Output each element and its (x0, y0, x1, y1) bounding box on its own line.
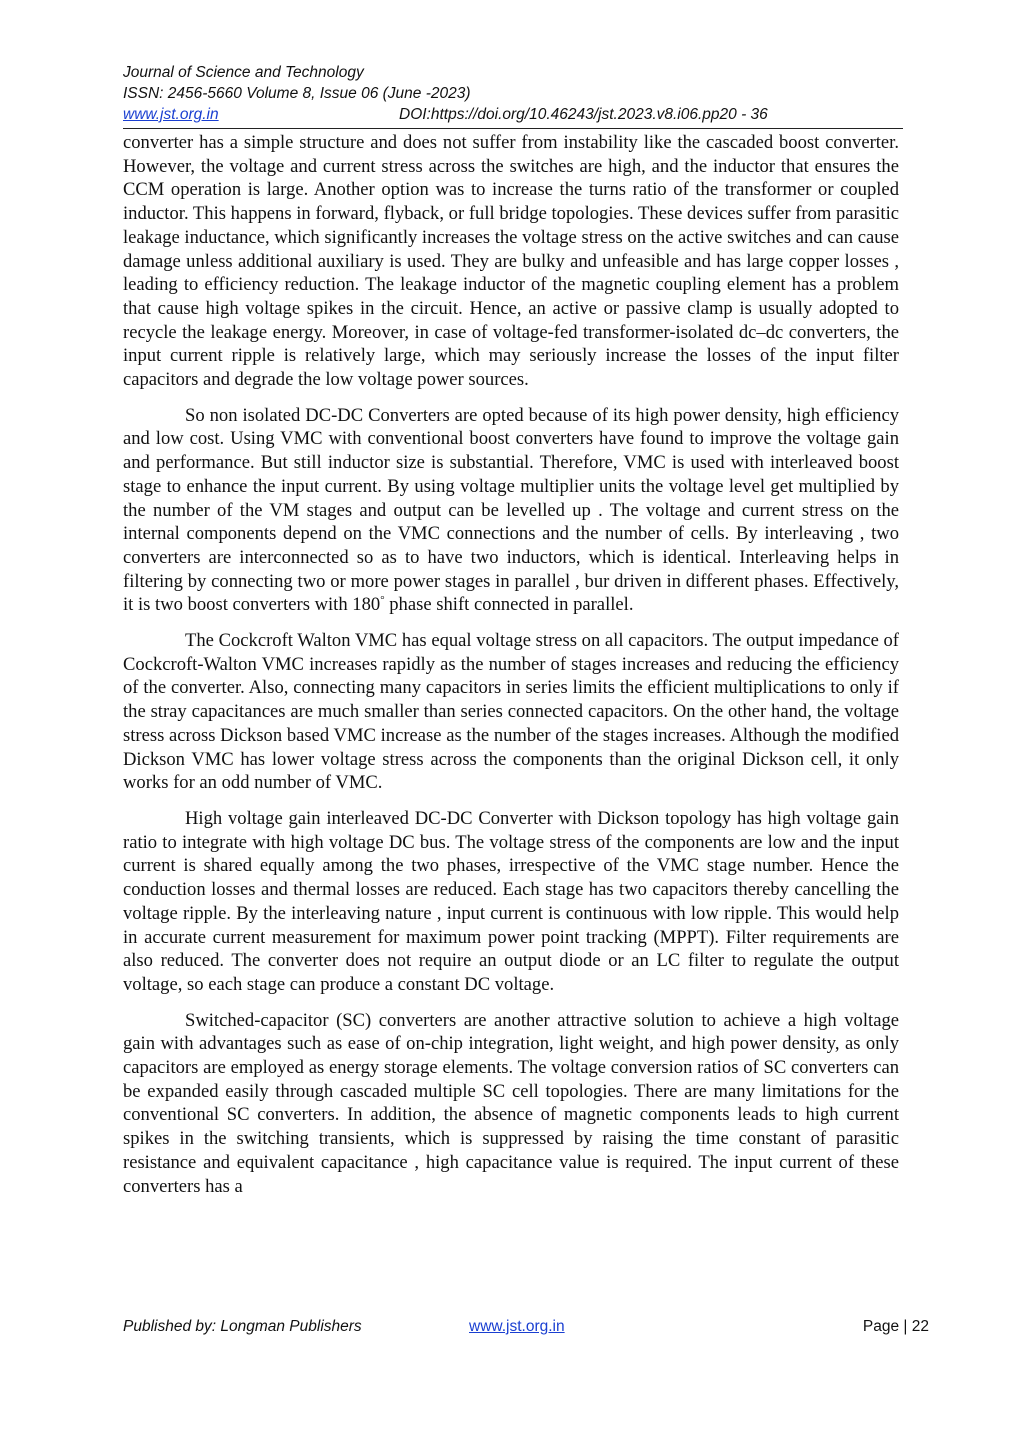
paragraph-1: converter has a simple structure and does not suffer from instability like the cascaded boost converter. However, the voltage and current stress across the switches are high, and the inductor that ensures the CCM operation is large. Another option was to increase the turns ratio of the transformer or coupled inductor. This happens in forward, flyback, or full bridge topologies. These devices suffer from parasitic leakage inductance, which significantly increases the voltage stress on the active switches and can cause damage unless additional auxiliary is used. They are bulky and unfeasible and has large copper losses , leading to efficiency reduction. The leakage inductor of the magnetic coupling element has a problem that cause high voltage spikes in the circuit. Hence, an active or passive clamp is usually adopted to recycle the leakage energy. Moreover, in case of voltage-fed transformer-isolated dc–dc converters, the input current ripple is relatively large, which may seriously increase the losses of the input filter capacitors and degrade the low voltage power sources. (123, 132, 899, 391)
paragraph-4: High voltage gain interleaved DC-DC Converter with Dickson topology has high voltage gain ratio to integrate with high voltage DC bus. The voltage stress of the components are low and the input current is shared equally among the two phases, irrespective of the VMC stage number. Hence the conduction losses and thermal losses are reduced. Each stage has two capacitors thereby cancelling the voltage ripple. By the interleaving nature , input current is continuous with low ripple. This would help in accurate current measurement for maximum power point tracking (MPPT). Filter requirements are also reduced. The converter does not require an output diode or an LC filter to regulate the output voltage, so each stage can produce a constant DC voltage. (123, 807, 899, 995)
publisher-text: Published by: Longman Publishers (123, 1318, 362, 1335)
footer-website-link[interactable]: www.jst.org.in (469, 1318, 565, 1335)
paragraph-3: The Cockcroft Walton VMC has equal voltage stress on all capacitors. The output impedance of Cockcroft-Walton VMC increases rapidly as the number of stages increases and reducing the efficiency of the converter. Also, connecting many capacitors in series limits the efficient multiplications to only if the stray capacitances are much smaller than series connected capacitors. On the other hand, the voltage stress across Dickson based VMC increase as the number of the stages increases. Although the modified Dickson VMC has lower voltage stress across the components than the original Dickson cell, it only works for an odd number of VMC. (123, 630, 899, 794)
running-header (123, 62, 903, 125)
page-footer (123, 1318, 929, 1342)
page-number: Page | 22 (862, 1318, 929, 1335)
header-divider (123, 128, 903, 129)
paragraph-2-end: phase shift connected in parallel. (384, 594, 634, 616)
body-text (123, 131, 899, 1210)
degree-symbol: ° (380, 594, 385, 607)
paragraph-5: Switched-capacitor (SC) converters are another attractive solution to achieve a high voltage gain with advantages such as ease of on-chip integration, light weight, and high power density, as only capacitors are employed as energy storage elements. The voltage conversion ratios of SC converters can be expanded easily through cascaded multiple SC cell topologies. There are many limitations for the conventional SC converters. In addition, the absence of magnetic components leads to high current spikes in the switching transients, which is suppressed by raising the time constant of parasitic resistance and equivalent capacitance , high capacitance value is required. The input current of these converters has a (123, 1009, 899, 1197)
journal-title: Journal of Science and Technology (123, 64, 364, 81)
paragraph-2 (123, 404, 899, 617)
doi-text: DOI:https://doi.org/10.46243/jst.2023.v8.i06.pp20 - 36 (399, 106, 768, 123)
header-links-row (123, 104, 903, 125)
paragraph-2-main: So non isolated DC-DC Converters are opted because of its high power density, high efficiency and low cost. Using VMC with conventional boost converters have found to improve the voltage gain and performance. But still inductor size is substantial. Therefore, VMC is used with interleaved boost stage to enhance the input current. By using voltage multiplier units the voltage level get multiplied by the number of the VM stages and output can be levelled up . The voltage and current stress on the internal components depend on the VMC connections and the number of cells. By interleaving , two converters are interconnected so as to have two inductors, which is identical. Interleaving helps in filtering by connecting two or more power stages in parallel , bur driven in different phases. Effectively, it is two boost converters with 180 (123, 404, 899, 616)
header-website-link[interactable]: www.jst.org.in (123, 106, 219, 123)
issn-volume-issue: ISSN: 2456-5660 Volume 8, Issue 06 (June -2023) (123, 85, 471, 102)
